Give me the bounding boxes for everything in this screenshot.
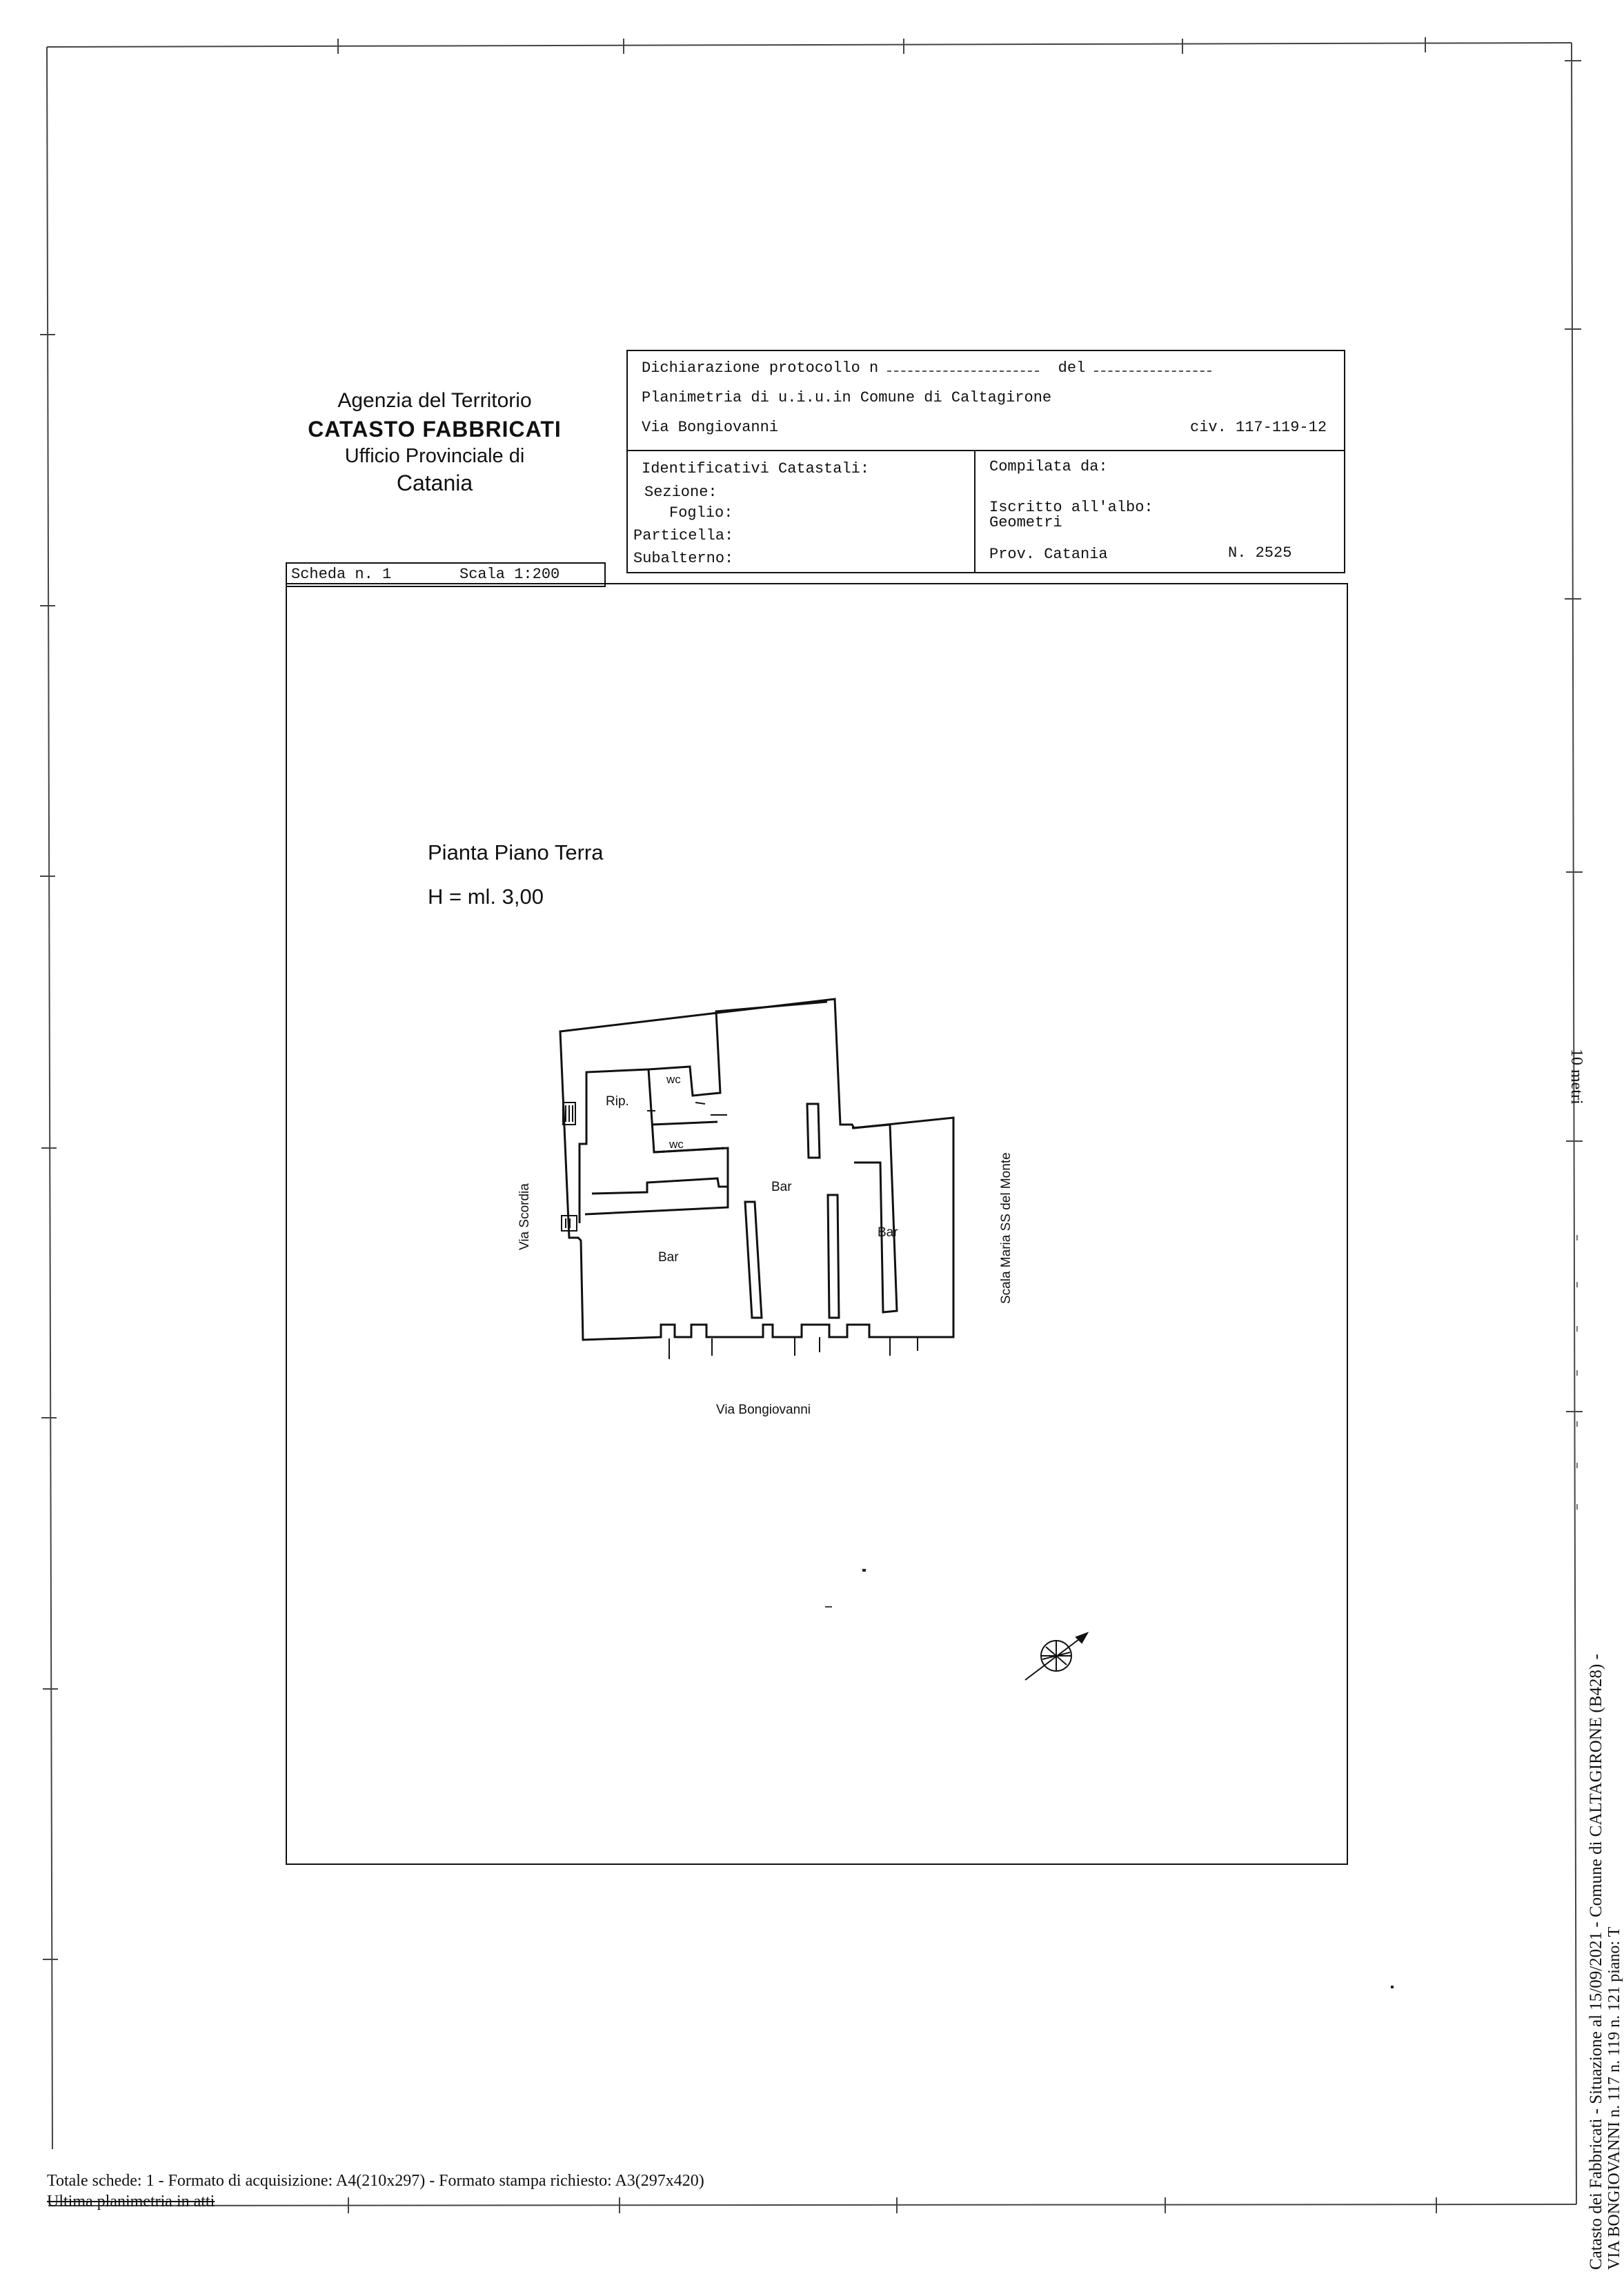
street-east: Scala Maria SS del Monte <box>999 1152 1013 1304</box>
scala-label: Scala 1:200 <box>459 566 560 583</box>
inner-wall-1 <box>580 1069 724 1223</box>
dichiarazione-line <box>642 359 1211 377</box>
door-marks <box>669 1337 918 1359</box>
registration-number: N. 2525 <box>1228 544 1292 562</box>
inner-wall-6 <box>852 1125 897 1312</box>
side-catasto-line: Catasto dei Fabbricati - Situazione al 15/09/2021 - Comune di CALTAGIRONE (B428) - <box>1587 1654 1605 2270</box>
protocol-number-redacted <box>887 362 1039 372</box>
prov-value: Prov. Catania <box>989 546 1108 563</box>
room-wc-top: wc <box>666 1073 681 1086</box>
footer-ultima: Ultima planimetria in atti <box>47 2193 215 2211</box>
inner-wall-7 <box>745 1202 762 1318</box>
plan-height: H = ml. 3,00 <box>428 884 544 909</box>
protocol-date-redacted <box>1094 362 1211 372</box>
speck-3 <box>1391 1986 1394 1988</box>
albo-value: Geometri <box>989 514 1062 531</box>
plan-title: Pianta Piano Terra <box>428 840 604 864</box>
inner-wall-8 <box>828 1195 839 1318</box>
identificativi-label: Identificativi Catastali: <box>642 460 870 477</box>
room-bar-left: Bar <box>658 1250 679 1265</box>
catasto-title: CATASTO FABBRICATI <box>308 417 562 442</box>
street-west: Via Scordia <box>517 1183 532 1250</box>
room-bar-center: Bar <box>771 1180 792 1194</box>
inner-wall-4 <box>652 1122 717 1125</box>
street-south: Via Bongiovanni <box>716 1403 811 1417</box>
speck-1 <box>862 1569 866 1572</box>
wc-door <box>647 1103 727 1115</box>
via-line: Via Bongiovanni <box>642 419 779 436</box>
north-arrow-icon <box>1018 1625 1094 1687</box>
side-scale-label: 10 metri <box>1567 1049 1585 1105</box>
planimetria-line: Planimetria di u.i.u.in Comune di Caltagirone <box>642 389 1052 406</box>
declaration-box <box>626 350 1345 573</box>
side-address-line: VIA BONGIOVANNI n. 117 n. 119 n. 121 piano: T <box>1605 1926 1623 2270</box>
scheda-label: Scheda n. 1 <box>291 566 392 583</box>
particella-label: Particella: <box>633 527 734 544</box>
ufficio-name: Ufficio Provinciale di <box>344 445 525 467</box>
header-divider <box>628 450 1344 451</box>
inner-wall-9 <box>807 1104 820 1158</box>
speck-2 <box>825 1606 832 1608</box>
footer-totale: Totale schede: 1 - Formato di acquisizione: A4(210x297) - Formato stampa richiesto: A3(297x420) <box>47 2172 704 2190</box>
civ-line: civ. 117-119-12 <box>1190 419 1327 436</box>
header-column-divider <box>974 450 976 572</box>
dichiarazione-del: del <box>1058 359 1086 377</box>
room-wc-bottom: wc <box>669 1138 684 1151</box>
sezione-label: Sezione: <box>644 484 717 501</box>
office-city: Catania <box>396 471 473 495</box>
floor-plan <box>545 987 973 1359</box>
dichiarazione-label: Dichiarazione protocollo n <box>642 359 879 377</box>
outer-wall <box>560 999 953 1340</box>
office-heading <box>290 389 580 496</box>
foglio-label: Foglio: <box>669 504 733 522</box>
agency-name: Agenzia del Territorio <box>337 389 532 412</box>
compilata-label: Compilata da: <box>989 458 1108 475</box>
subalterno-label: Subalterno: <box>633 550 734 567</box>
room-bar-right: Bar <box>878 1225 898 1240</box>
iscritto-label: Iscritto all'albo: <box>989 499 1153 516</box>
inner-wall-2 <box>592 1178 728 1194</box>
room-rip: Rip. <box>606 1094 629 1109</box>
